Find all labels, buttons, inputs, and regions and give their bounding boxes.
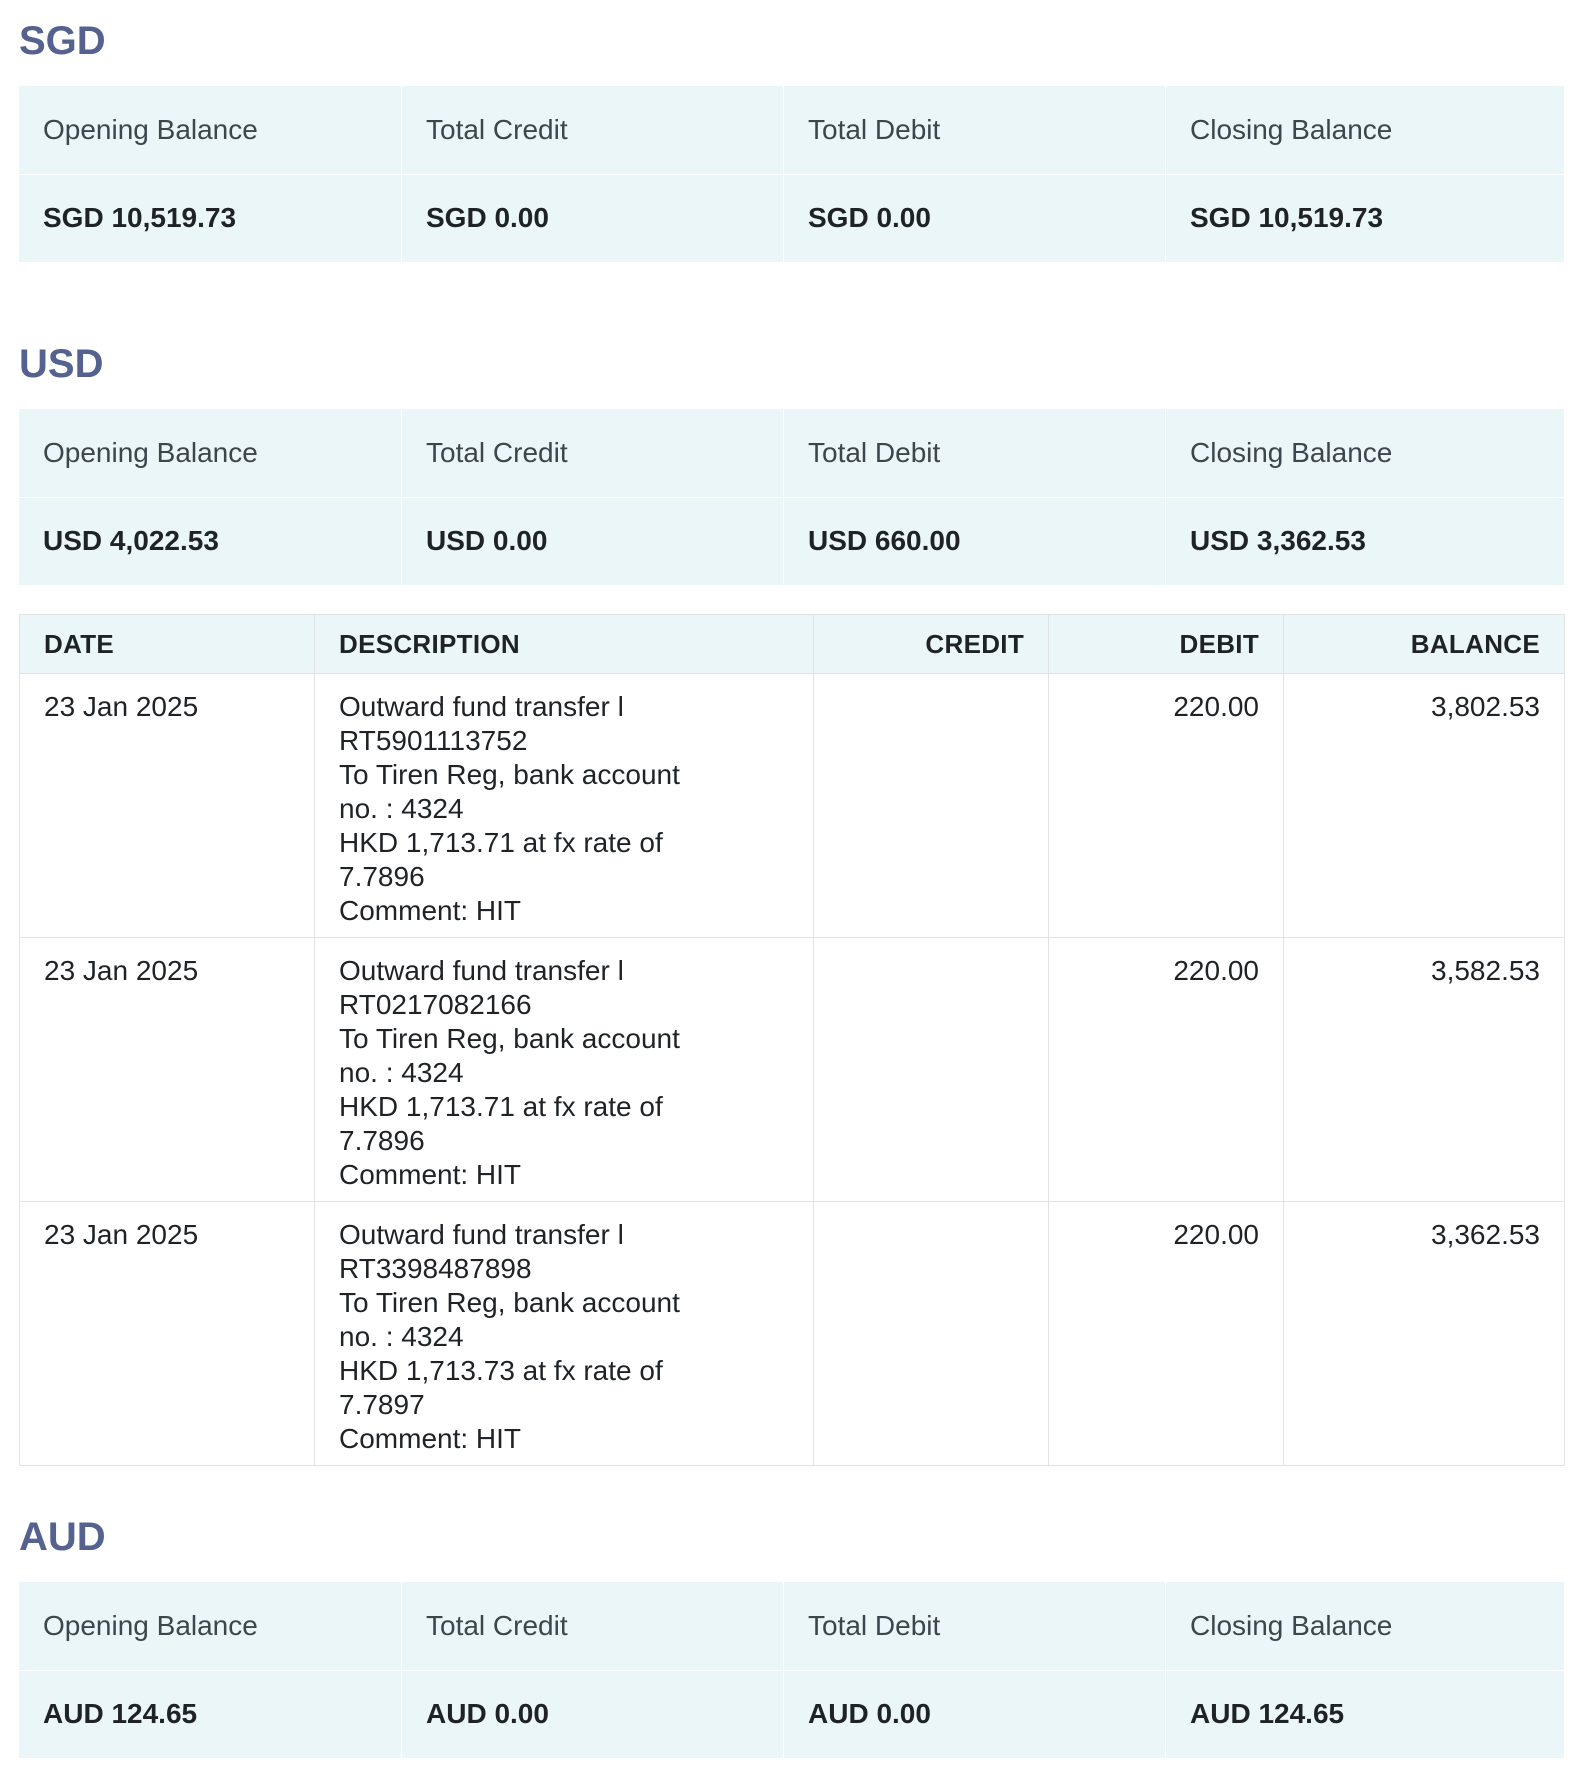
- closing-balance-label: Closing Balance: [1165, 86, 1547, 174]
- opening-balance-label: Opening Balance: [43, 436, 258, 468]
- debit-cell: 220.00: [1049, 938, 1284, 1202]
- description-line: 7.7897: [339, 1389, 425, 1420]
- description-line: no. : 4324: [339, 793, 464, 824]
- balance-column-header: BALANCE: [1284, 615, 1565, 674]
- balance-cell: 3,802.53: [1284, 674, 1565, 938]
- description-line: Outward fund transfer l: [339, 955, 624, 986]
- opening-balance-label: Opening Balance: [43, 1609, 258, 1641]
- description-line: RT3398487898: [339, 1253, 532, 1284]
- table-row: [20, 674, 1565, 938]
- description-cell: [315, 938, 814, 1202]
- total-credit-label: Total Credit: [401, 86, 783, 174]
- description-line: Comment: HIT: [339, 1423, 522, 1454]
- description-line: Outward fund transfer l: [339, 691, 624, 722]
- description-line: RT0217082166: [339, 989, 532, 1020]
- closing-balance-label: Closing Balance: [1165, 409, 1547, 497]
- total-debit-value: USD 660.00: [783, 498, 1165, 586]
- description-cell: [315, 1202, 814, 1466]
- total-credit-value: AUD 0.00: [401, 1671, 783, 1759]
- description-line: 7.7896: [339, 861, 425, 892]
- closing-balance-value: AUD 124.65: [1165, 1671, 1547, 1759]
- description-line: HKD 1,713.73 at fx rate of: [339, 1355, 663, 1386]
- description-cell: [315, 674, 814, 938]
- debit-cell: 220.00: [1049, 1202, 1284, 1466]
- summary-values-row: [19, 497, 1564, 586]
- description-line: HKD 1,713.71 at fx rate of: [339, 827, 663, 858]
- total-debit-value: AUD 0.00: [783, 1671, 1165, 1759]
- table-row: [20, 938, 1565, 1202]
- total-credit-label: Total Credit: [401, 1582, 783, 1670]
- balance-cell: 3,582.53: [1284, 938, 1565, 1202]
- description-line: no. : 4324: [339, 1057, 464, 1088]
- credit-cell: [814, 674, 1049, 938]
- description-line: HKD 1,713.71 at fx rate of: [339, 1091, 663, 1122]
- credit-cell: [814, 938, 1049, 1202]
- table-header-row: [20, 615, 1565, 674]
- description-line: no. : 4324: [339, 1321, 464, 1352]
- opening-balance-label: Opening Balance: [43, 113, 258, 145]
- total-credit-value: SGD 0.00: [401, 175, 783, 263]
- total-debit-label: Total Debit: [783, 1582, 1165, 1670]
- usd-section-title: USD: [19, 342, 104, 386]
- balance-cell: 3,362.53: [1284, 1202, 1565, 1466]
- opening-balance-value: USD 4,022.53: [43, 525, 219, 557]
- credit-cell: [814, 1202, 1049, 1466]
- aud-section-title: AUD: [19, 1515, 106, 1559]
- closing-balance-value: USD 3,362.53: [1165, 498, 1547, 586]
- description-line: To Tiren Reg, bank account: [339, 1023, 680, 1054]
- closing-balance-label: Closing Balance: [1165, 1582, 1547, 1670]
- sgd-summary: [19, 86, 1564, 262]
- summary-labels-row: [19, 86, 1564, 174]
- description-line: RT5901113752: [339, 725, 528, 756]
- credit-column-header: CREDIT: [814, 615, 1049, 674]
- date-cell: 23 Jan 2025: [20, 1202, 315, 1466]
- closing-balance-value: SGD 10,519.73: [1165, 175, 1547, 263]
- date-cell: 23 Jan 2025: [20, 938, 315, 1202]
- summary-values-row: [19, 1670, 1564, 1759]
- sgd-section-title: SGD: [19, 19, 106, 63]
- summary-labels-row: [19, 409, 1564, 497]
- summary-labels-row: [19, 1582, 1564, 1670]
- usd-transactions-table: [19, 614, 1565, 1466]
- date-column-header: DATE: [20, 615, 315, 674]
- total-debit-value: SGD 0.00: [783, 175, 1165, 263]
- table-row: [20, 1202, 1565, 1466]
- opening-balance-value: SGD 10,519.73: [43, 202, 237, 234]
- total-debit-label: Total Debit: [783, 86, 1165, 174]
- debit-column-header: DEBIT: [1049, 615, 1284, 674]
- description-line: 7.7896: [339, 1125, 425, 1156]
- total-credit-label: Total Credit: [401, 409, 783, 497]
- debit-cell: 220.00: [1049, 674, 1284, 938]
- opening-balance-value: AUD 124.65: [43, 1698, 198, 1730]
- description-line: To Tiren Reg, bank account: [339, 1287, 680, 1318]
- description-line: To Tiren Reg, bank account: [339, 759, 680, 790]
- description-line: Comment: HIT: [339, 895, 522, 926]
- usd-summary: [19, 409, 1564, 585]
- date-cell: 23 Jan 2025: [20, 674, 315, 938]
- description-line: Comment: HIT: [339, 1159, 522, 1190]
- summary-values-row: [19, 174, 1564, 263]
- description-line: Outward fund transfer l: [339, 1219, 624, 1250]
- total-credit-value: USD 0.00: [401, 498, 783, 586]
- aud-summary: [19, 1582, 1564, 1758]
- total-debit-label: Total Debit: [783, 409, 1165, 497]
- description-column-header: DESCRIPTION: [315, 615, 814, 674]
